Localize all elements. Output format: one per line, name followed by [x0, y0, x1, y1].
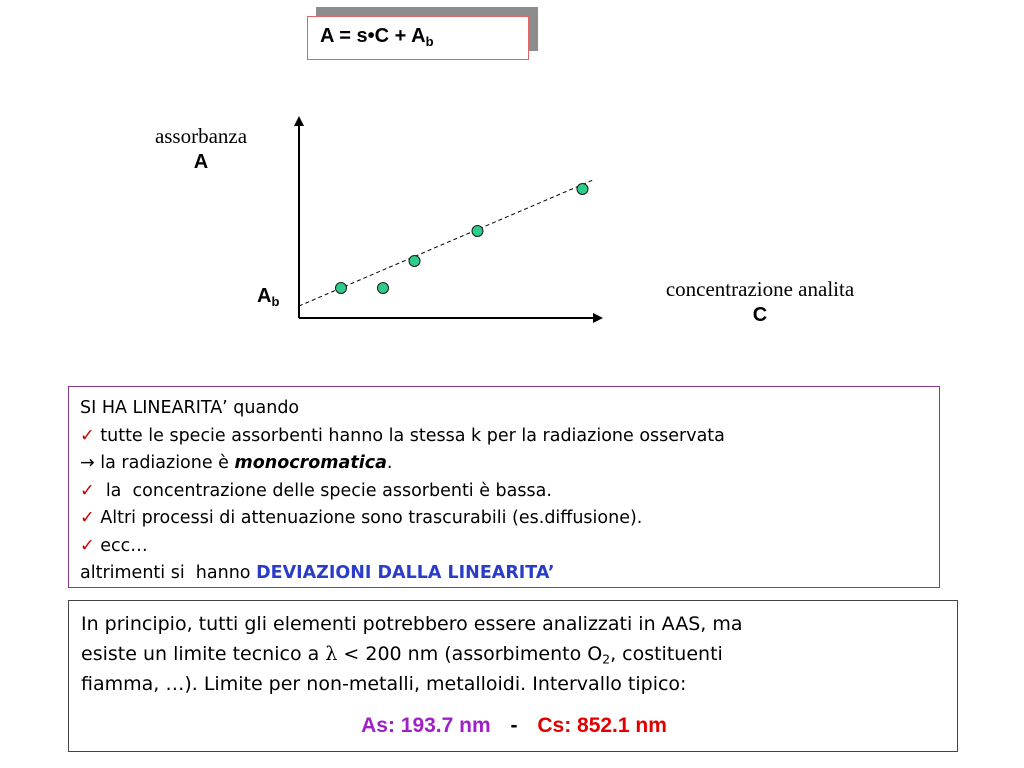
linearity-item-1 — [80, 423, 939, 451]
linearity-box — [68, 386, 940, 588]
data-point-1 — [336, 283, 347, 294]
wavelength-range — [81, 711, 947, 741]
as-wavelength: As: 193.7 nm — [361, 714, 491, 737]
data-point-5 — [577, 184, 588, 195]
linearity-item-2-text: la concentrazione delle specie assorbenti è bassa. — [100, 480, 552, 501]
principle-line-2 — [81, 639, 947, 669]
data-point-4 — [472, 226, 483, 237]
x-axis-arrowhead — [593, 313, 603, 323]
linearity-intro: SI HA LINEARITA’ quando — [80, 398, 300, 418]
check-icon: ✓ — [80, 508, 95, 528]
linearity-item-4-text: ecc… — [100, 535, 148, 556]
deviations-emphasis: DEVIAZIONI DALLA LINEARITA’ — [256, 563, 555, 583]
y-axis-label-symbol: A — [193, 151, 209, 173]
check-icon: ✓ — [80, 480, 95, 501]
check-icon: ✓ — [80, 535, 95, 556]
principle-line-1: In principio, tutti gli elementi potrebbero essere analizzati in AAS, ma — [81, 613, 743, 635]
linearity-item-1-cont-end: . — [386, 453, 393, 473]
data-point-3 — [409, 256, 420, 267]
linearity-outro-text: altrimenti si hanno — [80, 563, 251, 583]
y-axis-label-word: assorbanza — [154, 124, 248, 148]
range-separator: - — [510, 714, 518, 737]
principle-line-3: fiamma, …). Limite per non-metalli, metalloidi. Intervallo tipico: — [81, 673, 687, 695]
principle-box — [68, 600, 958, 752]
formula-main: A = s•C + A — [320, 25, 426, 47]
intercept-label-sub: b — [271, 293, 280, 309]
cs-wavelength: Cs: 852.1 nm — [537, 714, 667, 737]
linearity-item-1-continuation — [80, 450, 939, 478]
linearity-item-4 — [80, 533, 939, 561]
lambda-symbol: λ — [325, 643, 338, 665]
principle-line-2-start: esiste un limite tecnico a — [81, 643, 320, 665]
linearity-item-1-text: tutte le specie assorbenti hanno la stessa k per la radiazione osservata — [100, 425, 725, 446]
x-axis-label-word: concentrazione analita — [665, 277, 855, 301]
oxygen-subscript: 2 — [602, 652, 611, 667]
data-point-2 — [378, 283, 389, 294]
linearity-item-2 — [80, 478, 939, 506]
linearity-item-1-cont-text: la radiazione è — [100, 453, 229, 473]
monocromatica-emphasis: monocromatica — [234, 453, 387, 473]
principle-line-2-mid: < 200 nm (assorbimento O — [343, 643, 603, 665]
x-axis-label-symbol: C — [752, 304, 768, 326]
principle-line-2-end: , costituenti — [610, 643, 723, 665]
linearity-item-3 — [80, 505, 939, 533]
intercept-label-main: A — [257, 285, 272, 307]
linearity-outro — [80, 560, 939, 588]
formula-sub: b — [425, 33, 434, 49]
linearity-item-3-text: Altri processi di attenuazione sono trascurabili (es.diffusione). — [100, 508, 643, 528]
y-axis-arrowhead — [294, 116, 304, 126]
check-icon: ✓ — [80, 425, 95, 446]
arrow-right-icon: → — [80, 453, 95, 473]
